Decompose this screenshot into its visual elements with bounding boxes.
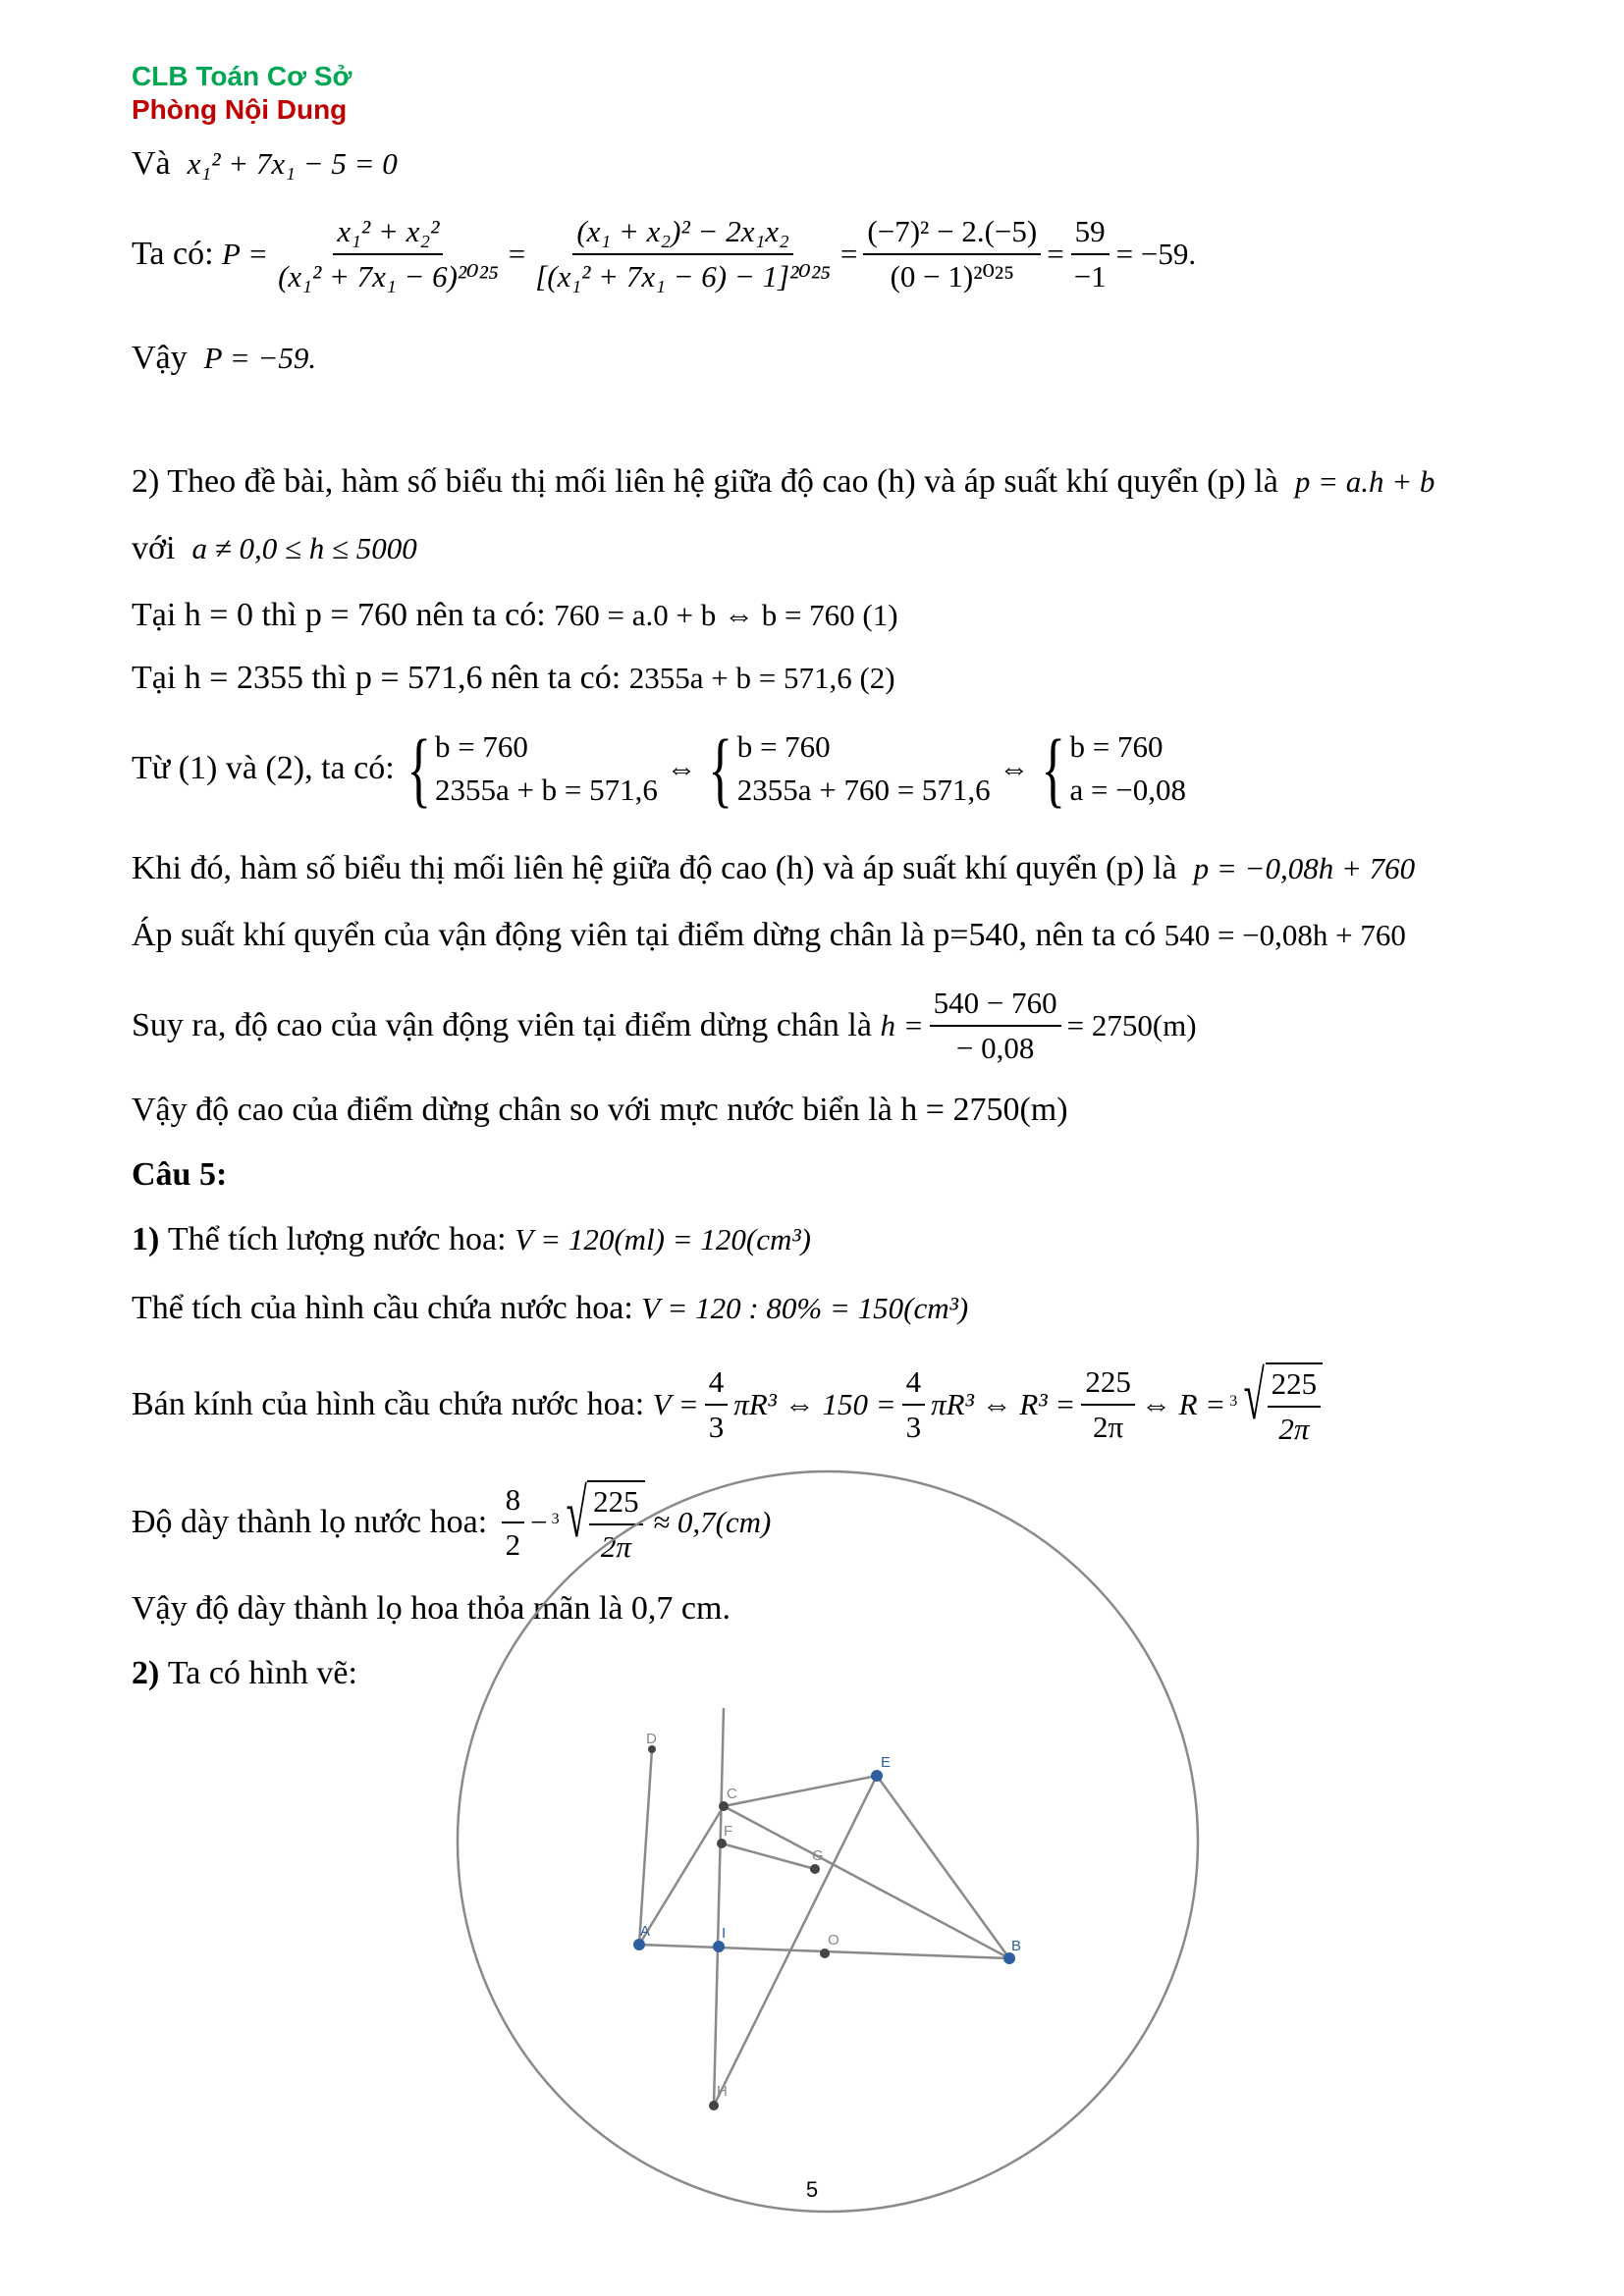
segment-eh (714, 1776, 877, 2106)
math: p = −0,08h + 760 (1193, 851, 1416, 885)
numerator: 4 (705, 1364, 729, 1406)
numerator: 59 (1071, 214, 1110, 255)
part-number: 1) (132, 1221, 160, 1257)
math: V = 120(ml) = 120(cm³) (514, 1222, 812, 1256)
math: 760 = a.0 + b ⇔ b = 760 (1) (554, 598, 898, 632)
numerator: x₁² + x₂² (333, 214, 443, 255)
text: Suy ra, độ cao của vận động viên tại điểm dừng chân là (132, 1007, 872, 1043)
label-c: C (727, 1786, 737, 1802)
text: Vậy độ cao của điểm dừng chân so với mực nước biển là h = 2750(m) (132, 1092, 1068, 1128)
math: πR³ ⇔ R³ = (931, 1387, 1076, 1421)
root-index: 3 (551, 1511, 560, 1527)
cube-root: 3 √ $\frac{225}{2\pi}$ (1229, 1362, 1323, 1447)
math: P = −59. (203, 341, 317, 375)
eq: 2355a + b = 571,6 (434, 773, 658, 807)
numerator: 540 − 760 (930, 986, 1061, 1027)
label-a: A (640, 1923, 651, 1940)
circle-o (458, 1471, 1198, 2212)
math: ≈ 0,7(cm) (653, 1505, 772, 1539)
equals: = (839, 237, 858, 271)
denominator: 2π (1093, 1410, 1124, 1444)
segment-eb (877, 1776, 1009, 1958)
text: Ta có: (132, 236, 214, 272)
point-c (719, 1801, 729, 1811)
department-name: Phòng Nội Dung (132, 94, 348, 125)
segment-cb (724, 1806, 1009, 1958)
points (633, 1770, 1015, 1964)
eq: 2355a + 760 = 571,6 (736, 773, 991, 807)
math: x₁² + 7x₁ − 5 = 0 (187, 146, 398, 181)
segment-ac (639, 1806, 727, 1945)
text: Vậy (132, 340, 188, 376)
text: Và (132, 145, 171, 182)
denominator: 2π (1278, 1412, 1310, 1446)
denominator: 2π (600, 1529, 631, 1564)
denominator: 2 (505, 1527, 521, 1562)
equals: = (1047, 237, 1064, 271)
math: ⇔ R = (1140, 1387, 1226, 1421)
label-i: I (722, 1925, 727, 1942)
denominator: (0 − 1)²⁰²⁵ (890, 259, 1015, 294)
numerator: 4 (902, 1364, 926, 1406)
text: Khi đó, hàm số biểu thị mối liên hệ giữa độ cao (h) và áp suất khí quyển (p) là (132, 850, 1177, 886)
cube-root: 3 √ $\frac{225}{2\pi}$ (552, 1480, 645, 1565)
numerator: 225 (1081, 1364, 1135, 1406)
denominator: [(x₁² + 7x₁ − 6) − 1]²⁰²⁵ (535, 259, 831, 294)
point-o (820, 1949, 830, 1958)
math: a ≠ 0,0 ≤ h ≤ 5000 (191, 531, 417, 565)
math: 540 = −0,08h + 760 (1164, 918, 1406, 952)
text: Câu 5: (132, 1156, 228, 1193)
math: V = (652, 1387, 699, 1421)
math: p = a.h + b (1294, 464, 1435, 499)
equals: = (508, 237, 526, 271)
label-e: E (881, 1754, 892, 1771)
line-chc (714, 1708, 727, 2106)
iff: ⇔ (666, 751, 697, 785)
label-f: F (724, 1823, 733, 1840)
eq: b = 760 (434, 729, 528, 764)
label-d: D (646, 1731, 657, 1747)
text: 2) Theo đề bài, hàm số biểu thị mối liên hệ giữa độ cao (h) và áp suất khí quyển (p) là (132, 463, 1278, 500)
numerator: (x₁ + x₂)² − 2x₁x₂ (572, 214, 792, 255)
text: Thể tích lượng nước hoa: (167, 1221, 507, 1257)
text: Từ (1) và (2), ta có: (132, 750, 395, 786)
math: = −59. (1115, 237, 1197, 271)
text: Vậy độ dày thành lọ hoa thỏa mãn là 0,7 cm. (132, 1590, 731, 1627)
point-h (709, 2101, 719, 2110)
text: Tại h = 2355 thì p = 571,6 nên ta có: (132, 660, 622, 696)
system-1: { b = 760 2355a + b = 571,6 (406, 721, 658, 816)
point-a (633, 1939, 645, 1950)
label-o: O (828, 1932, 839, 1949)
minus: − (530, 1505, 548, 1539)
point-e (871, 1770, 883, 1782)
point-g (810, 1864, 820, 1874)
numerator: 225 (589, 1484, 643, 1525)
label-h: H (717, 2083, 728, 2100)
page-number: 5 (805, 2177, 819, 2202)
math: V = 120 : 80% = 150(cm³) (641, 1291, 969, 1325)
club-name: CLB Toán Cơ Sở (132, 61, 352, 91)
math: = 2750(m) (1066, 1008, 1197, 1042)
numerator: 225 (1268, 1366, 1322, 1408)
part-number: 2) (132, 1655, 160, 1691)
text: Thể tích của hình cầu chứa nước hoa: (132, 1290, 633, 1326)
point-f (717, 1839, 727, 1848)
iff: ⇔ (999, 751, 1030, 785)
text: Áp suất khí quyển của vận động viên tại điểm dừng chân là p=540, nên ta có (132, 917, 1157, 953)
system-2: { b = 760 2355a + 760 = 571,6 (708, 721, 991, 816)
math: πR³ ⇔ 150 = (733, 1387, 896, 1421)
numerator: (−7)² − 2.(−5) (863, 214, 1041, 255)
denominator: 3 (708, 1410, 725, 1444)
label-b: B (1011, 1938, 1022, 1954)
text: Tại h = 0 thì p = 760 nên ta có: (132, 597, 546, 633)
segment-da (639, 1749, 652, 1945)
point-i (713, 1941, 725, 1952)
text: Độ dày thành lọ nước hoa: (132, 1504, 488, 1540)
root-index: 3 (1229, 1393, 1238, 1410)
denominator: − 0,08 (955, 1031, 1035, 1065)
text: với (132, 530, 176, 566)
text: Ta có hình vẽ: (167, 1655, 357, 1691)
segment-ce (724, 1776, 877, 1806)
numerator: 8 (502, 1482, 525, 1523)
denominator: 3 (905, 1410, 922, 1444)
math: P = (222, 237, 269, 271)
text: Bán kính của hình cầu chứa nước hoa: (132, 1386, 645, 1422)
denominator: (x₁² + 7x₁ − 6)²⁰²⁵ (278, 259, 499, 294)
math: h = (880, 1008, 924, 1042)
eq: b = 760 (736, 729, 831, 764)
system-3: { b = 760 a = −0,08 (1041, 721, 1186, 816)
eq: a = −0,08 (1069, 773, 1186, 807)
math: 2355a + b = 571,6 (2) (628, 661, 895, 695)
eq: b = 760 (1069, 729, 1164, 764)
label-g: G (812, 1847, 824, 1864)
denominator: −1 (1073, 259, 1107, 294)
